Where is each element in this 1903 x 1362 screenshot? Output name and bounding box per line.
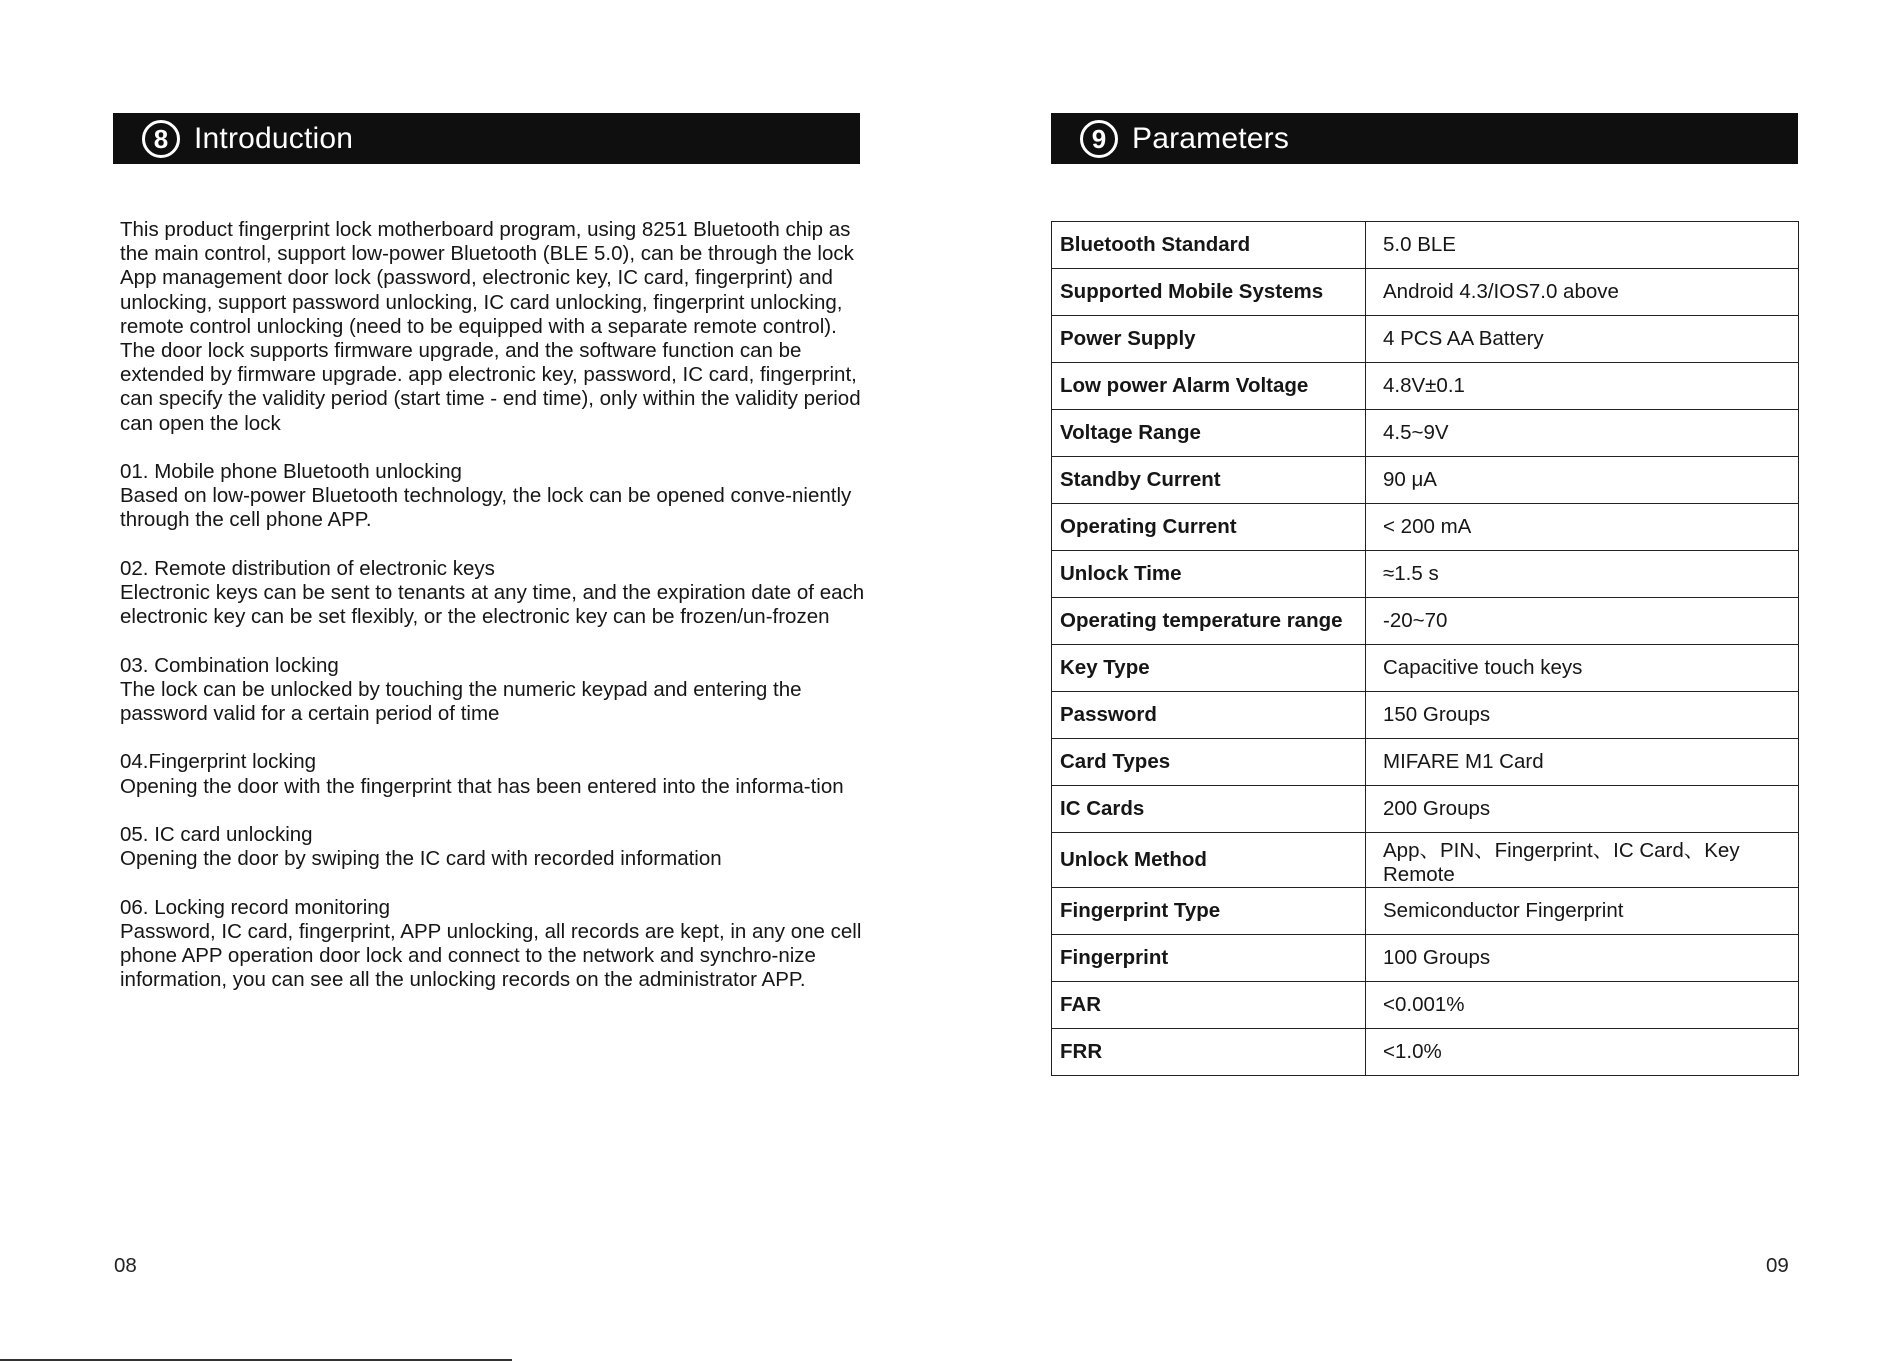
table-row (1052, 598, 1799, 645)
table-row (1052, 316, 1799, 363)
parameter-value: 150 Groups (1366, 692, 1799, 739)
section-number-badge: 9 (1080, 120, 1118, 158)
parameter-label: Voltage Range (1052, 410, 1366, 457)
feature-heading: 02. Remote distribution of electronic keys (120, 556, 495, 580)
table-row (1052, 833, 1799, 888)
table-row (1052, 1029, 1799, 1076)
parameter-label: Bluetooth Standard (1052, 222, 1366, 269)
table-row (1052, 786, 1799, 833)
parameter-label: Card Types (1052, 739, 1366, 786)
parameter-value: 5.0 BLE (1366, 222, 1799, 269)
parameter-label: Key Type (1052, 645, 1366, 692)
parameter-value: 4 PCS AA Battery (1366, 316, 1799, 363)
parameter-label: Standby Current (1052, 457, 1366, 504)
parameter-value: 200 Groups (1366, 786, 1799, 833)
table-row (1052, 269, 1799, 316)
feature-item (120, 460, 865, 533)
parameter-value: -20~70 (1366, 598, 1799, 645)
table-row (1052, 222, 1799, 269)
feature-item (120, 654, 865, 727)
parameter-value: Capacitive touch keys (1366, 645, 1799, 692)
parameter-label: Low power Alarm Voltage (1052, 363, 1366, 410)
table-row (1052, 935, 1799, 982)
section-title: Parameters (1132, 121, 1290, 155)
parameter-label: Password (1052, 692, 1366, 739)
feature-item (120, 750, 865, 798)
parameter-label: Operating Current (1052, 504, 1366, 551)
parameter-label: FRR (1052, 1029, 1366, 1076)
feature-text: Based on low-power Bluetooth technology, the lock can be opened conve-niently through the cell phone APP. (120, 484, 852, 532)
feature-text: Opening the door with the fingerprint that has been entered into the informa-tion (120, 774, 844, 798)
feature-text: Electronic keys can be sent to tenants at any time, and the expiration date of each electronic key can be set flexibly, or the electronic key can be frozen/un-frozen (120, 581, 865, 629)
feature-text: Opening the door by swiping the IC card with recorded information (120, 847, 722, 871)
parameter-value: Android 4.3/IOS7.0 above (1366, 269, 1799, 316)
parameter-label: FAR (1052, 982, 1366, 1029)
table-row (1052, 551, 1799, 598)
parameter-value: 100 Groups (1366, 935, 1799, 982)
parameters-header (1051, 113, 1798, 164)
parameter-value: < 200 mA (1366, 504, 1799, 551)
parameter-value: MIFARE M1 Card (1366, 739, 1799, 786)
parameters-table (1051, 221, 1799, 1076)
parameter-value: App、PIN、Fingerprint、IC Card、Key Remote (1366, 833, 1799, 888)
feature-list (120, 460, 865, 992)
feature-heading: 03. Combination locking (120, 653, 339, 677)
table-row (1052, 363, 1799, 410)
parameter-value: ≈1.5 s (1366, 551, 1799, 598)
table-row (1052, 410, 1799, 457)
page-number: 08 (114, 1254, 137, 1277)
table-row (1052, 645, 1799, 692)
footer-rule (0, 1359, 512, 1361)
parameter-label: Operating temperature range (1052, 598, 1366, 645)
feature-heading: 05. IC card unlocking (120, 823, 313, 846)
introduction-body (120, 218, 865, 1017)
page-number: 09 (1766, 1254, 1789, 1277)
parameter-label: Unlock Time (1052, 551, 1366, 598)
parameter-label: IC Cards (1052, 786, 1366, 833)
table-row (1052, 692, 1799, 739)
parameter-label: Supported Mobile Systems (1052, 269, 1366, 316)
parameter-label: Fingerprint (1052, 935, 1366, 982)
feature-item (120, 823, 865, 871)
section-number-badge: 8 (142, 120, 180, 158)
feature-item (120, 896, 865, 993)
feature-text: The lock can be unlocked by touching the numeric keypad and entering the password valid for a certain period of time (120, 677, 802, 726)
parameter-value: 4.8V±0.1 (1366, 363, 1799, 410)
feature-text: Password, IC card, fingerprint, APP unlocking, all records are kept, in any one cell phone APP operation door lock and connect to the network and synchro-nize information, you can see all the unlocking records on the administrator APP. (120, 919, 862, 992)
parameter-value: 4.5~9V (1366, 410, 1799, 457)
table-row (1052, 982, 1799, 1029)
section-title: Introduction (194, 121, 354, 155)
parameter-value: 90 μA (1366, 457, 1799, 504)
parameter-value: Semiconductor Fingerprint (1366, 888, 1799, 935)
table-row (1052, 739, 1799, 786)
table-row (1052, 888, 1799, 935)
feature-item (120, 557, 865, 630)
parameter-label: Unlock Method (1052, 833, 1366, 888)
feature-heading: 04.Fingerprint locking (120, 750, 316, 774)
intro-paragraph: This product fingerprint lock motherboard program, using 8251 Bluetooth chip as the main control, support low-power Bluetooth (BLE 5.0), can be through the lock App management door lock (password, electronic key, IC card, fingerprint) and unlocking, support password unlocking, IC card unlocking, fingerprint unlocking, remote control unlocking (need to be equipped with a separate remote control). The door lock supports firmware upgrade, and the software function can be extended by firmware upgrade. app electronic key, password, IC card, fingerprint, can specify the validity period (start time - end time), only within the validity period can open the lock (120, 218, 861, 435)
parameter-label: Power Supply (1052, 316, 1366, 363)
introduction-header (113, 113, 860, 164)
table-row (1052, 457, 1799, 504)
table-row (1052, 504, 1799, 551)
parameter-value: <1.0% (1366, 1029, 1799, 1076)
feature-heading: 06. Locking record monitoring (120, 895, 391, 919)
feature-heading: 01. Mobile phone Bluetooth unlocking (120, 460, 462, 484)
parameter-label: Fingerprint Type (1052, 888, 1366, 935)
parameter-value: <0.001% (1366, 982, 1799, 1029)
